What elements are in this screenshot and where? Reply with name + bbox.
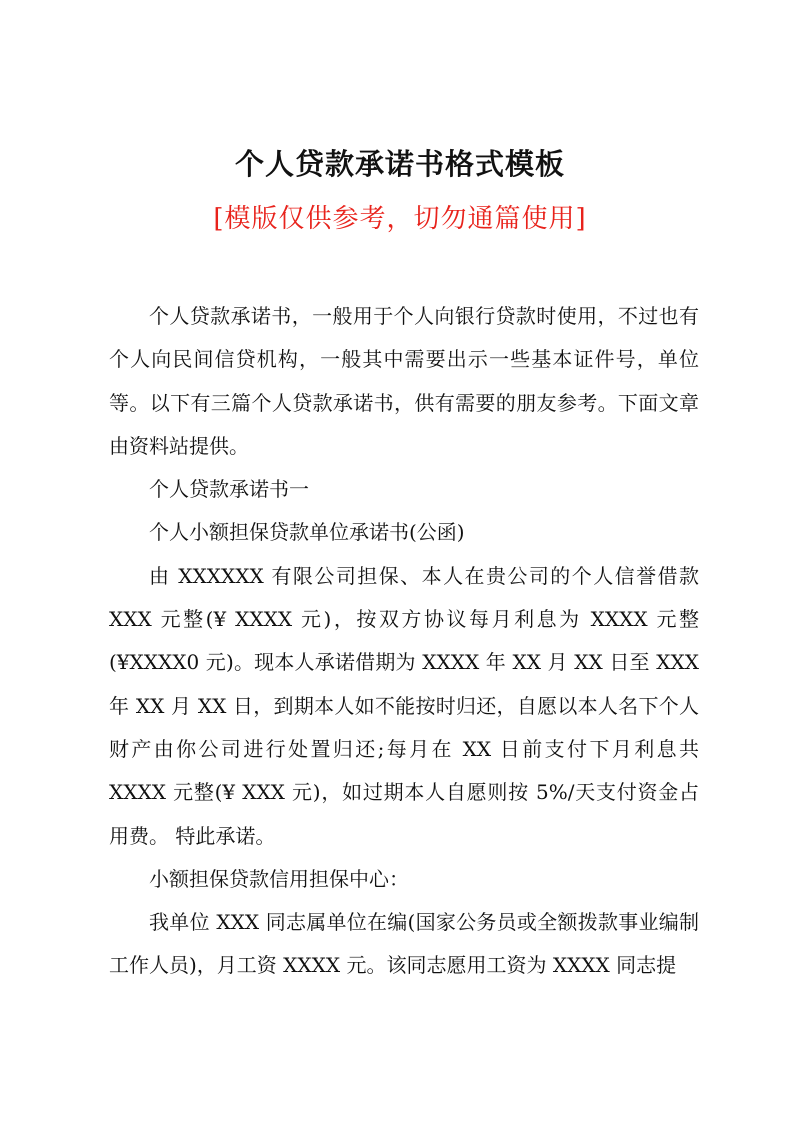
salutation: 小额担保贷款信用担保中心： [149,866,409,891]
commitment-paragraph: 由 XXXXXX 有限公司担保、本人在贵公司的个人信誉借款 XXX 元整(¥ XXXX 元)，按双方协议每月利息为 XXXX 元整(¥XXXX0 元)。现本人承诺借期为 XXXX 年 XX 月 XX 日至 XXX 年 XX 月 XX 日，到期本人如不能按时归还，自愿以本人名下个人财产由你公司进行处置归还;每月在 XX 日前支付下月利息共 XXXX 元整(¥ XXX 元)，如过期本人自愿则按 5%/天支付资金占用费。 特此承诺。 [109,563,699,848]
document-body [109,295,699,988]
employer-paragraph: 我单位 XXX 同志属单位在编(国家公务员或全额拨款事业编制工作人员)，月工资 XXXX 元。该同志愿用工资为 XXXX 同志提 [109,910,699,978]
intro-paragraph: 个人贷款承诺书，一般用于个人向银行贷款时使用，不过也有个人向民间信贷机构，一般其中需要出示一些基本证件号，单位等。以下有三篇个人贷款承诺书，供有需要的朋友参考。下面文章由资料站提供。 [109,304,699,458]
document-title: 个人贷款承诺书格式模板 [234,147,565,181]
letter-title: 个人小额担保贷款单位承诺书(公函) [149,520,465,545]
template-notice: [模版仅供参考，切勿通篇使用] [213,204,587,234]
section-heading: 个人贷款承诺书一 [149,477,309,502]
